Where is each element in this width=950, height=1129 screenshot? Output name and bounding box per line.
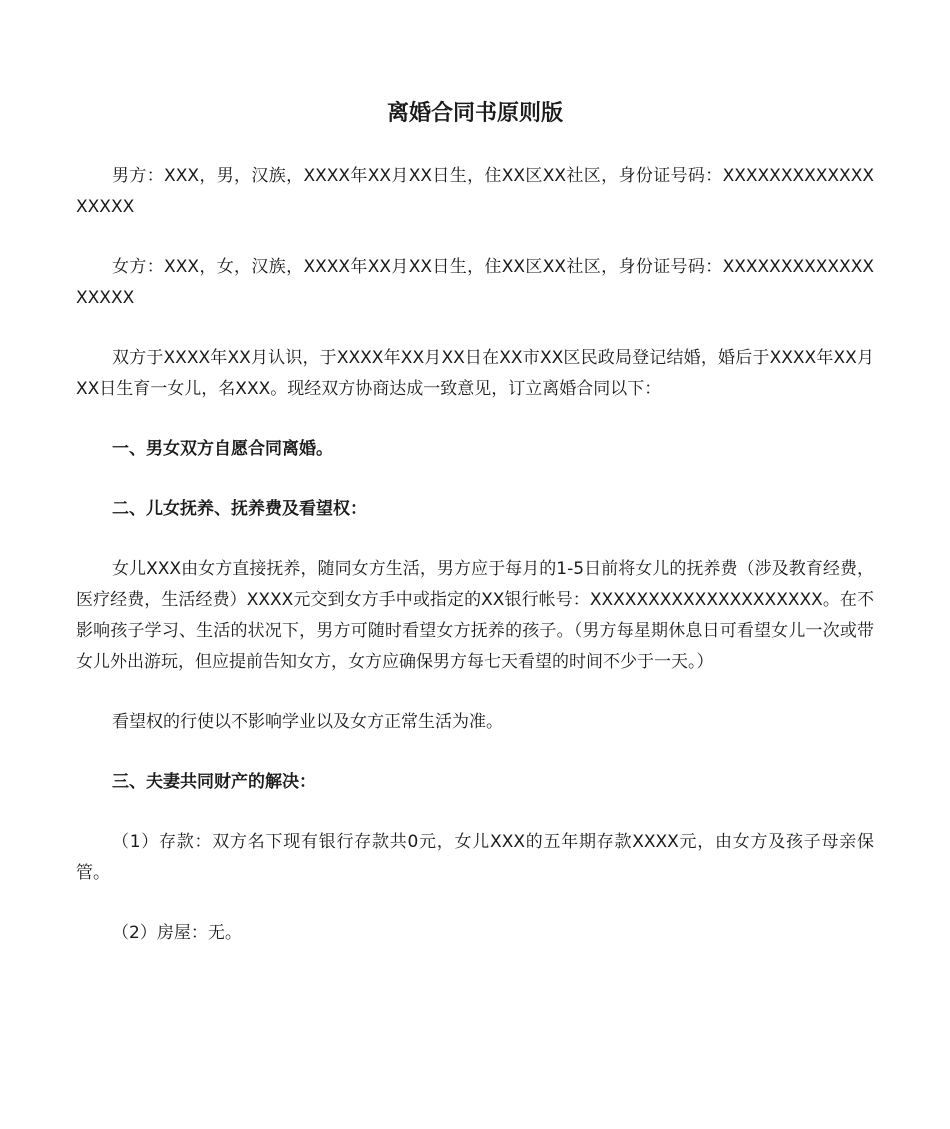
house-paragraph: （2）房屋：无。: [112, 923, 242, 943]
section-heading-1: 一、男女双方自愿合同离婚。: [112, 439, 333, 459]
deposit-paragraph: （1）存款：双方名下现有银行存款共0元，女儿XXX的五年期存款XXXX元，由女方及孩子母亲保管。: [76, 832, 874, 883]
party-female-paragraph: 女方：XXX，女，汉族，XXXX年XX月XX日生，住XX区XX社区，身份证号码：XXXXXXXXXXXXXXXXXX: [76, 257, 874, 308]
custody-paragraph: 女儿XXX由女方直接抚养，随同女方生活，男方应于每月的1-5日前将女儿的抚养费（涉及教育经费，医疗经费，生活经费）XXXX元交到女方手中或指定的XX银行帐号：XXXXXXXXXXXXXXXXXXXX。在不影响孩子学习、生活的状况下，男方可随时看望女方抚养的孩子。（男方每星期休息日可看望女儿一次或带女儿外出游玩，但应提前告知女方，女方应确保男方每七天看望的时间不少于一天。）: [76, 559, 874, 672]
document-page: [76, 96, 874, 978]
section-heading-2: 二、儿女抚养、抚养费及看望权：: [112, 499, 367, 519]
document-title: 离婚合同书原则版: [386, 101, 563, 126]
section-heading-3: 三、夫妻共同财产的解决：: [112, 772, 316, 792]
party-male-paragraph: 男方：XXX，男，汉族，XXXX年XX月XX日生，住XX区XX社区，身份证号码：XXXXXXXXXXXXXXXXXX: [76, 166, 874, 217]
background-paragraph: 双方于XXXX年XX月认识，于XXXX年XX月XX日在XX市XX区民政局登记结婚，婚后于XXXX年XX月XX日生育一女儿，名XXX。现经双方协商达成一致意见，订立离婚合同以下：: [76, 348, 874, 399]
visitation-paragraph: 看望权的行使以不影响学业以及女方正常生活为准。: [112, 712, 503, 732]
